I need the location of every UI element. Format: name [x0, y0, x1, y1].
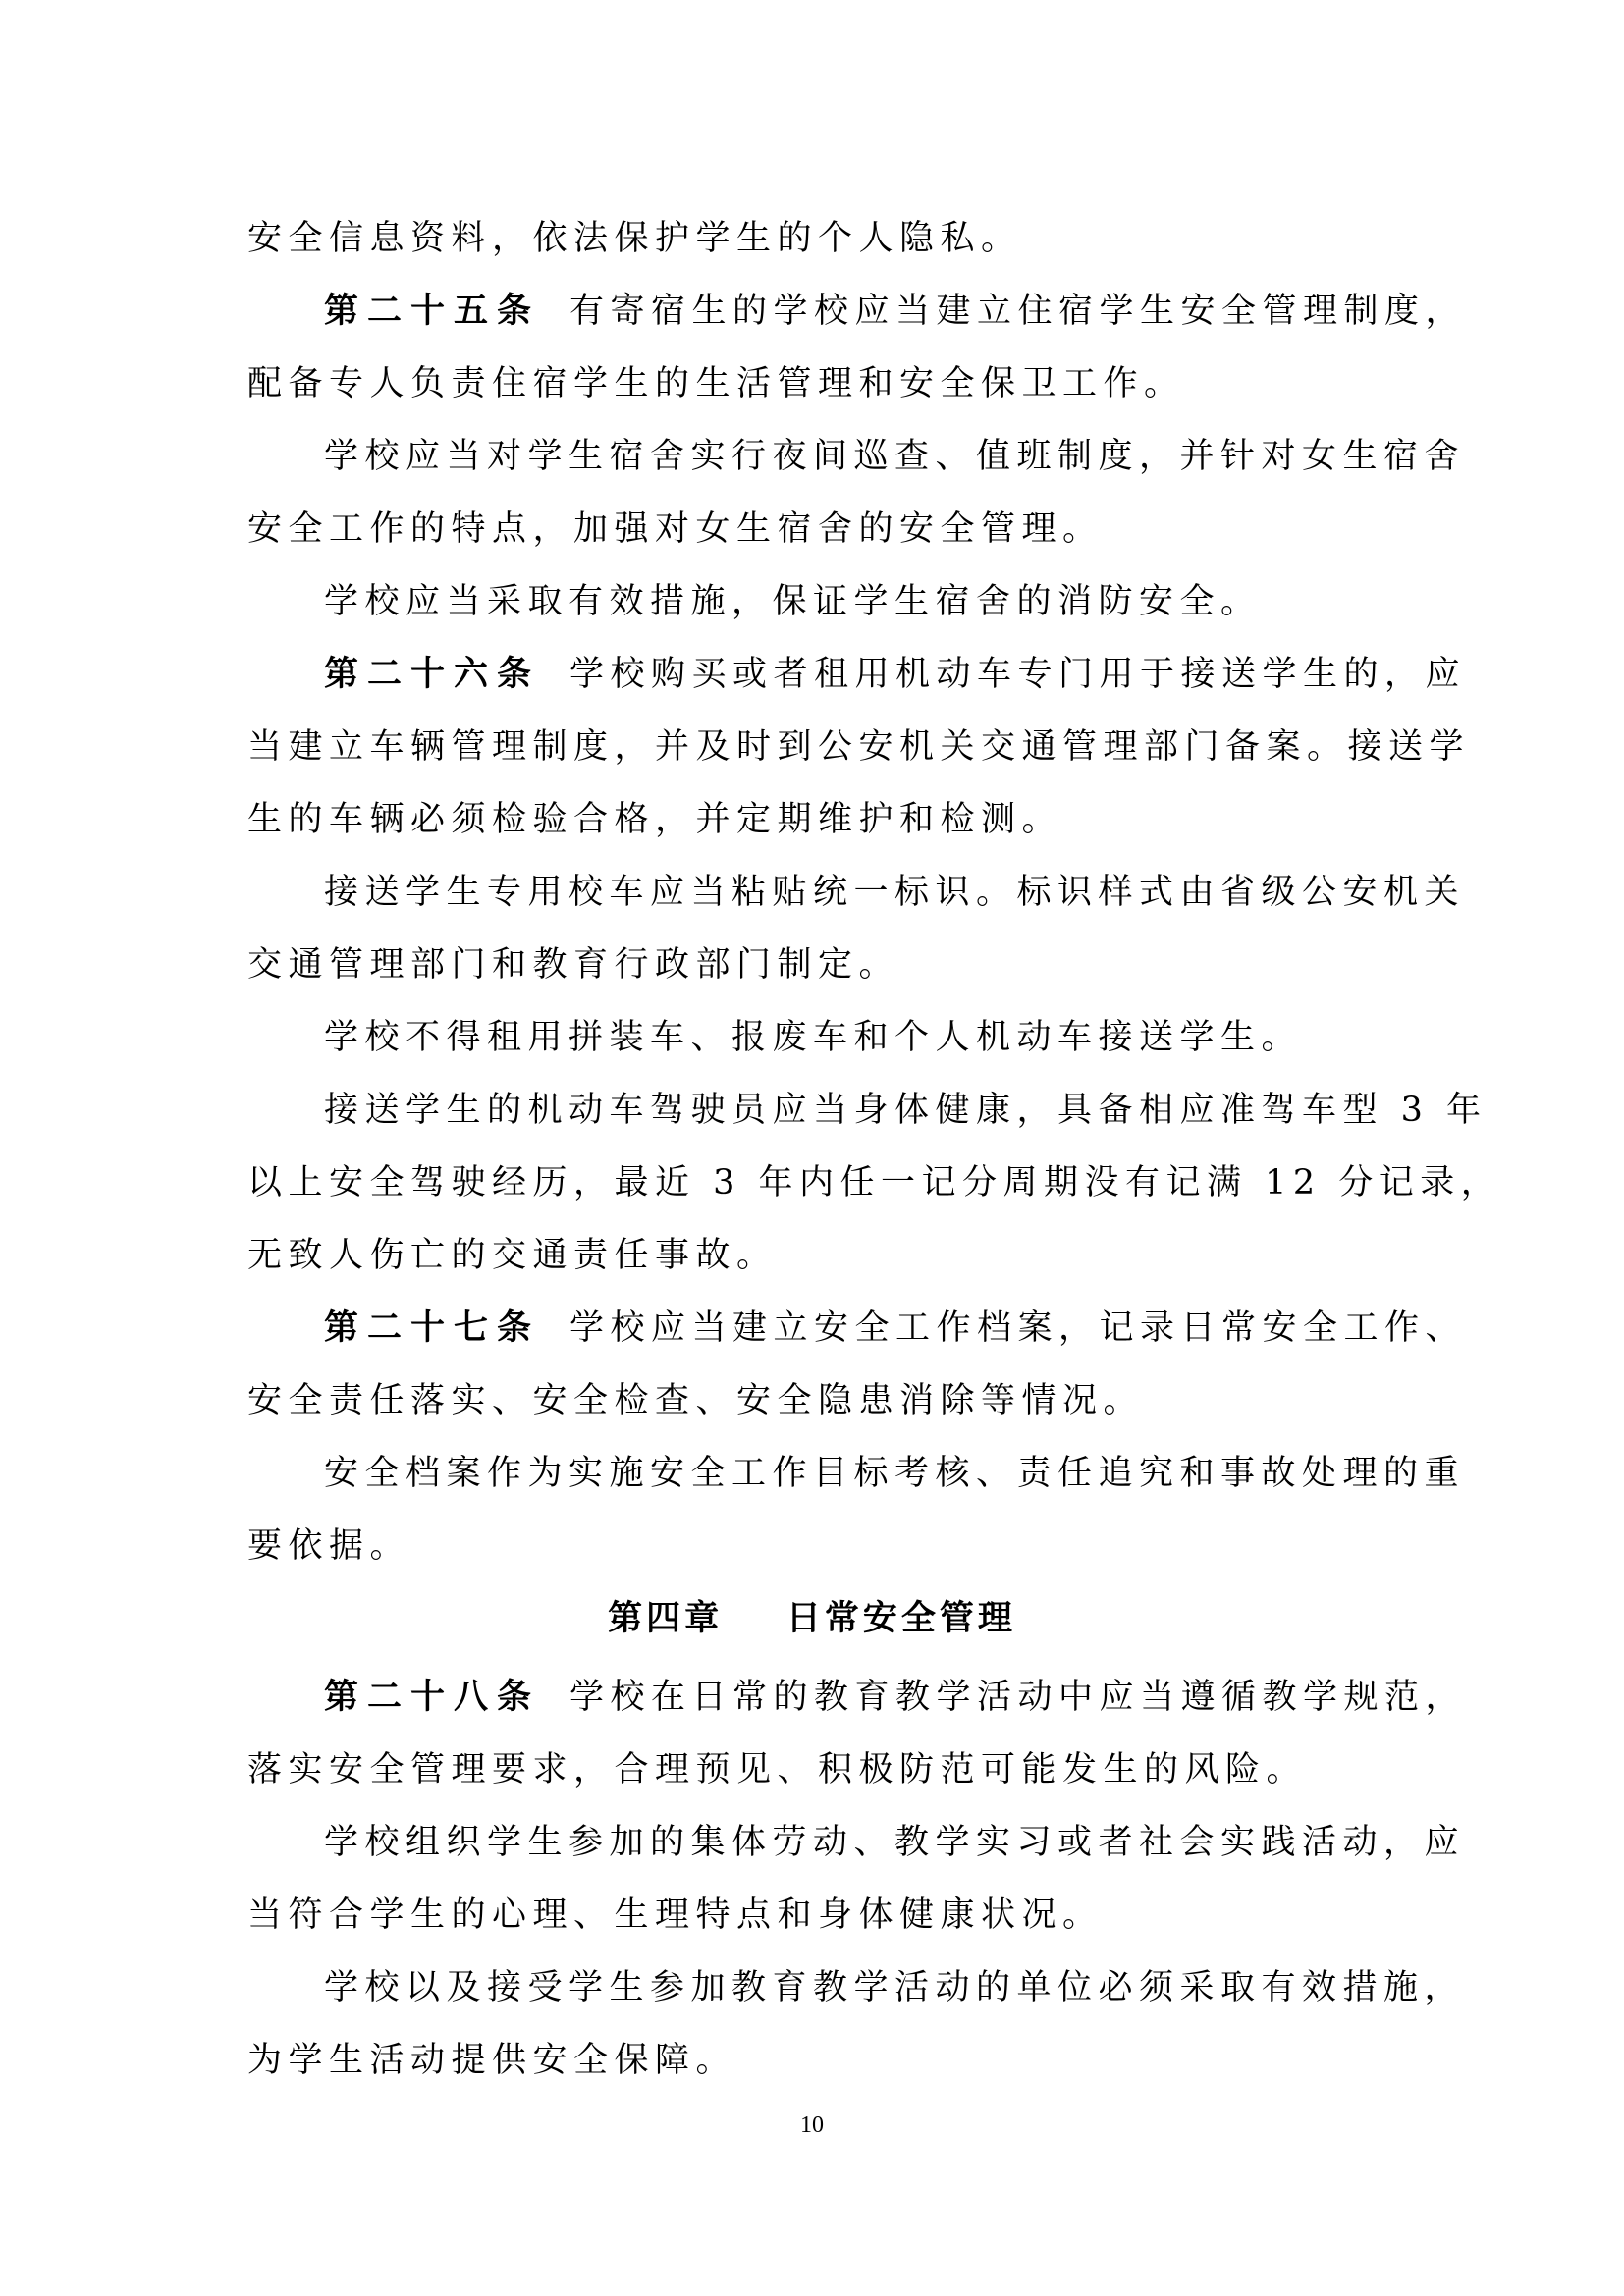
- paragraph-line: 安全信息资料，依法保护学生的个人隐私。: [247, 219, 1022, 258]
- article-26-line: 第二十六条 学校购买或者租用机动车专门用于接送学生的，应: [324, 654, 1467, 694]
- article-25-line: 第二十五条 有寄宿生的学校应当建立住宿学生安全管理制度，: [324, 291, 1467, 331]
- paragraph-line: 学校以及接受学生参加教育教学活动的单位必须采取有效措施，: [324, 1968, 1466, 2007]
- article-27-line: 第二十七条 学校应当建立安全工作档案，记录日常安全工作、: [324, 1308, 1467, 1348]
- paragraph-line: 交通管理部门和教育行政部门制定。: [247, 945, 900, 985]
- paragraph-line: 落实安全管理要求，合理预见、积极防范可能发生的风险。: [247, 1750, 1308, 1789]
- article-28-line: 第二十八条 学校在日常的教育教学活动中应当遵循教学规范，: [324, 1677, 1467, 1717]
- paragraph-line: 要依据。: [247, 1526, 411, 1566]
- paragraph-line: 生的车辆必须检验合格，并定期维护和检测。: [247, 800, 1063, 839]
- paragraph-line: 以上安全驾驶经历，最近 3 年内任一记分周期没有记满 12 分记录，: [247, 1163, 1502, 1202]
- paragraph-line: 学校不得租用拼装车、报废车和个人机动车接送学生。: [324, 1018, 1303, 1057]
- paragraph-line: 为学生活动提供安全保障。: [247, 2041, 737, 2080]
- paragraph-line: 当建立车辆管理制度，并及时到公安机关交通管理部门备案。接送学: [247, 727, 1471, 767]
- page-number: 10: [800, 2112, 824, 2138]
- article-heading: 第二十五条: [324, 291, 541, 331]
- paragraph-line: 学校应当对学生宿舍实行夜间巡查、值班制度，并针对女生宿舍: [324, 437, 1466, 476]
- article-heading: 第二十七条: [324, 1308, 541, 1348]
- paragraph-line: 安全责任落实、安全检查、安全隐患消除等情况。: [247, 1381, 1145, 1420]
- article-heading: 第二十六条: [324, 654, 541, 694]
- paragraph-line: 学校组织学生参加的集体劳动、教学实习或者社会实践活动，应: [324, 1823, 1466, 1862]
- chapter-heading: 第四章 日常安全管理: [608, 1598, 1016, 1638]
- article-heading: 第二十八条: [324, 1677, 541, 1717]
- paragraph-line: 无致人伤亡的交通责任事故。: [247, 1236, 778, 1275]
- paragraph-line: 安全档案作为实施安全工作目标考核、责任追究和事故处理的重: [324, 1454, 1466, 1493]
- paragraph-line: 接送学生的机动车驾驶员应当身体健康，具备相应准驾车型 3 年: [324, 1091, 1488, 1130]
- paragraph-line: 配备专人负责住宿学生的生活管理和安全保卫工作。: [247, 364, 1185, 403]
- paragraph-line: 当符合学生的心理、生理特点和身体健康状况。: [247, 1896, 1104, 1935]
- paragraph-line: 学校应当采取有效措施，保证学生宿舍的消防安全。: [324, 582, 1262, 621]
- paragraph-line: 安全工作的特点，加强对女生宿舍的安全管理。: [247, 509, 1104, 549]
- paragraph-line: 接送学生专用校车应当粘贴统一标识。标识样式由省级公安机关: [324, 873, 1466, 912]
